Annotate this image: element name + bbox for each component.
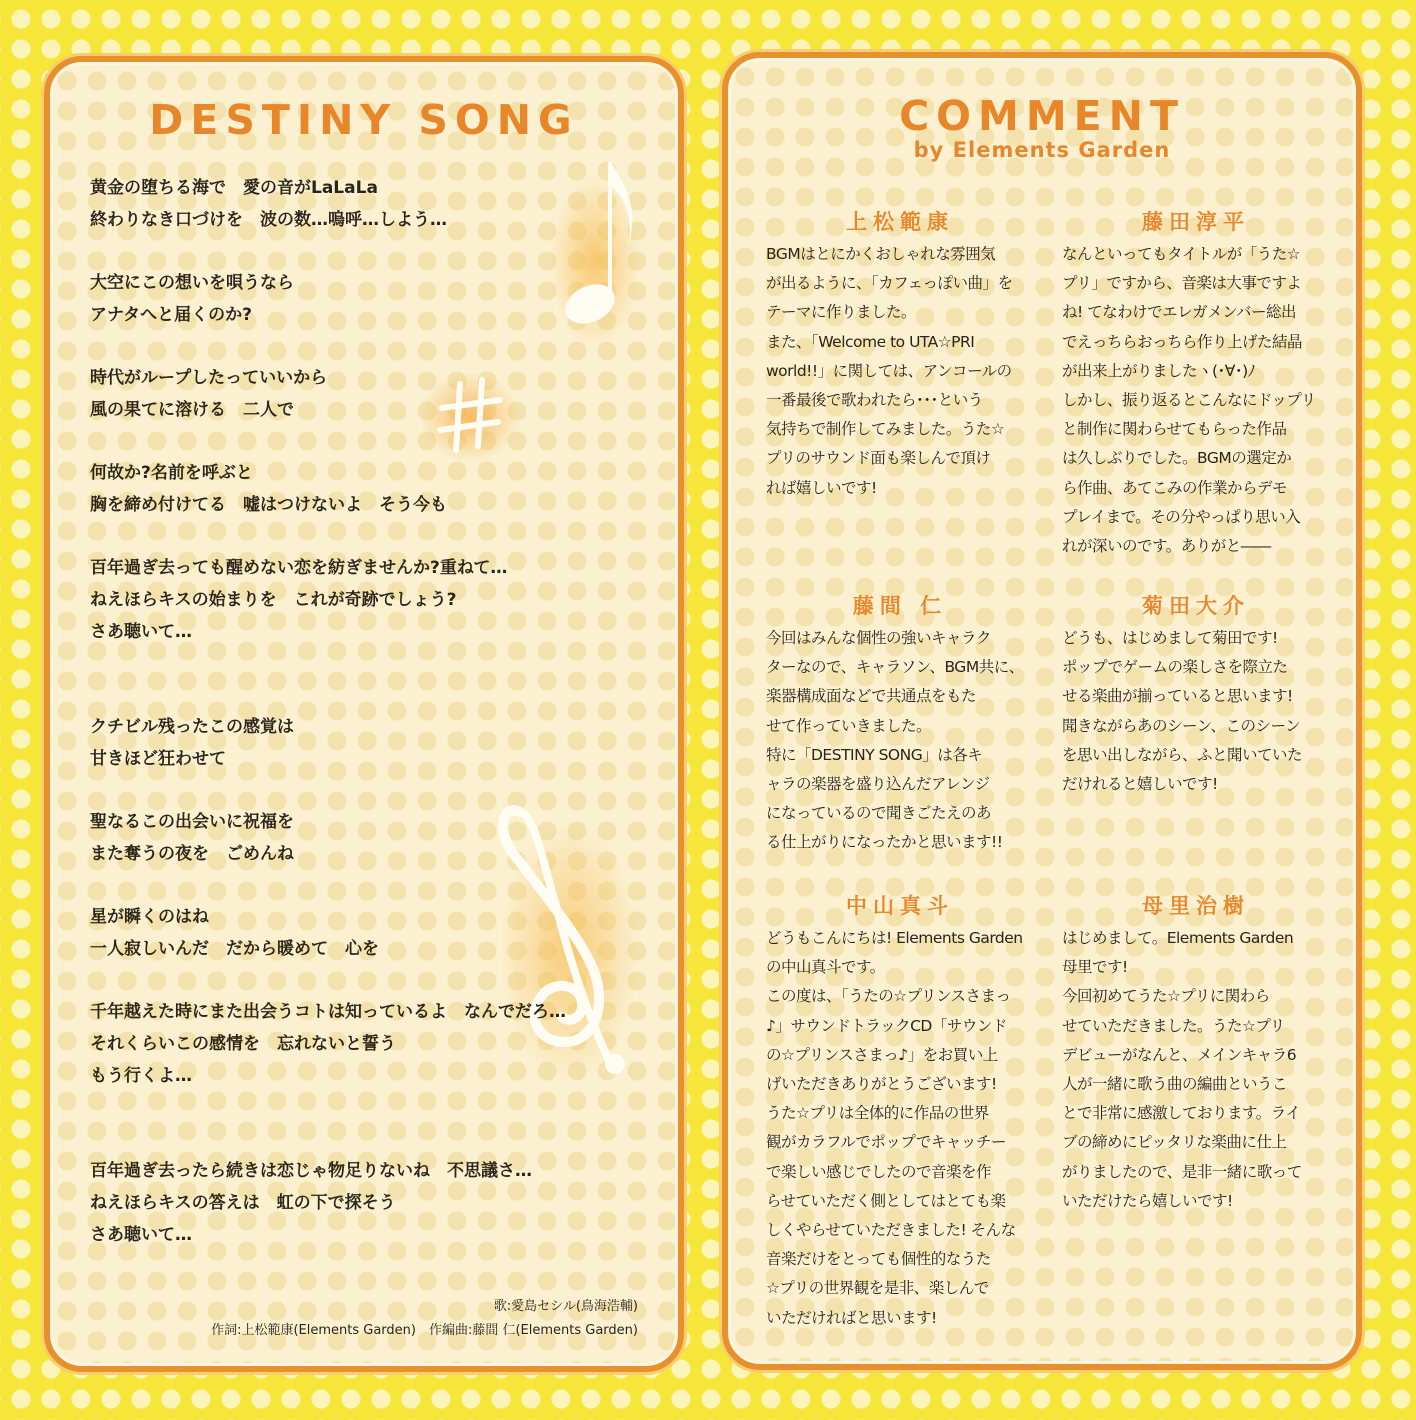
comment-line: ☆プリの世界観を是非、楽しんで: [766, 1279, 989, 1298]
lyric-line: 甘きほど狂わせて: [90, 749, 226, 769]
comment-line: 楽器構成面などで共通点をもた: [766, 687, 977, 706]
comment-line: BGMはとにかくおしゃれな雰囲気: [766, 245, 996, 263]
comment-line: また、「Welcome to UTA☆PRI: [766, 332, 975, 351]
comment-line: いただければと思います!: [766, 1308, 937, 1327]
comment-line: ポップでゲームの楽しさを際立た: [1062, 658, 1288, 677]
lyrics-stanza: [90, 552, 670, 648]
comment-line: の中山真斗です。: [766, 958, 885, 977]
comment-line: る仕上がりになったかと思います!!: [766, 833, 1003, 852]
comment-line: ブの締めにピッタリな楽曲に仕上: [1062, 1133, 1287, 1152]
comment-line: せて作っていきました。: [766, 716, 932, 735]
comment-line: ♪」サウンドトラックCD「サウンド: [766, 1016, 1007, 1035]
comment-line: 今回初めてうた☆プリに関わら: [1062, 987, 1270, 1006]
lyrics-stanza: [90, 457, 670, 521]
comment-line: だけれると嬉しいです!: [1062, 775, 1218, 794]
lyric-line: 大空にこの想いを唄うなら: [90, 273, 294, 293]
comment-line: を思い出しながら、ふと聞いていた: [1062, 745, 1303, 764]
comment-line: 母里です!: [1062, 958, 1128, 977]
lyric-line: もう行くよ…: [90, 1066, 192, 1086]
comment-line: 今回はみんな個性の強いキャラク: [766, 629, 992, 647]
comment-line: が出来上がりましたヽ(･∀･)ﾉ: [1062, 361, 1255, 380]
lyric-line: ねえほらキスの答えは 虹の下で探そう: [90, 1193, 396, 1213]
comment-line: プリのサウンド面も楽しんで頂け: [766, 449, 991, 468]
comment-entry: [1062, 206, 1330, 561]
comment-author: 中山真斗: [846, 894, 954, 918]
lyric-line: 時代がループしたっていいから: [90, 368, 328, 388]
comment-line: ね! てなわけでエレガメンバー総出: [1062, 303, 1297, 322]
comment-line: せていただきました。うた☆プリ: [1062, 1016, 1285, 1035]
comment-line: world!!」に関しては、アンコールの: [766, 361, 1012, 380]
lyric-line: 風の果てに溶ける 二人で: [90, 400, 294, 420]
comment-line: なんといってもタイトルが「うた☆: [1062, 245, 1301, 263]
comment-text: [766, 624, 1034, 858]
lyrics-stanza: [90, 806, 670, 870]
credit-singer: 歌:愛島セシル(鳥海浩輔): [493, 1299, 638, 1314]
lyric-line: 一人寂しいんだ だから暖めて 心を: [90, 939, 379, 959]
comment-line: が出るように、「カフェっぽい曲」を: [766, 274, 1013, 293]
comment-line: 人が一緒に歌う曲の編曲というこ: [1062, 1075, 1288, 1094]
lyric-line: 聖なるこの出会いに祝福を: [90, 812, 294, 832]
comment-line: テーマに作りました。: [766, 303, 917, 322]
comment-text: [766, 924, 1034, 1333]
comment-text: [1062, 624, 1330, 799]
comment-line: 聞きながらあのシーン、このシーン: [1062, 716, 1301, 735]
comment-line: で楽しい感じでしたので音楽を作: [766, 1162, 992, 1181]
lyric-line: 千年越えた時にまた出会うコトは知っているよ なんでだろ…: [90, 1002, 566, 1022]
comment-line: と制作に関わらせてもらった作品: [1062, 420, 1287, 439]
credit-writers: 作詞:上松範康(Elements Garden) 作編曲:藤間 仁(Elements Garden): [211, 1323, 638, 1338]
lyric-line: 何故か?名前を呼ぶと: [90, 463, 253, 483]
lyric-line: さあ聴いて…: [90, 622, 192, 642]
comment-line: この度は、「うたの☆プリンスさまっ: [766, 987, 1011, 1006]
comment-line: どうも、はじめまして菊田です!: [1062, 629, 1278, 647]
lyric-line: さあ聴いて…: [90, 1225, 192, 1245]
comment-line: 一番最後で歌われたら･･･という: [766, 391, 983, 410]
lyric-line: 終わりなき口づけを 波の数…嗚呼…しよう…: [90, 210, 447, 230]
comment-line: の☆プリンスさまっ♪」をお買い上: [766, 1045, 998, 1064]
lyric-line: また奪うの夜を ごめんね: [90, 844, 294, 864]
comment-line: 特に「DESTINY SONG」は各キ: [766, 745, 983, 764]
lyrics-body: [90, 172, 670, 1282]
comment-line: どうもこんにちは! Elements Garden: [766, 929, 1023, 947]
lyric-line: 星が瞬くのはね: [90, 907, 209, 927]
lyric-line: 百年過ぎ去ったら続きは恋じゃ物足りないね 不思議さ…: [90, 1161, 532, 1181]
lyric-line: クチビル残ったこの感覚は: [90, 717, 294, 737]
song-title: DESTINY SONG: [149, 96, 579, 144]
lyrics-stanza: [90, 996, 670, 1092]
comment-text: [1062, 924, 1330, 1216]
comment-author: 藤田淳平: [1142, 210, 1250, 234]
comment-subtitle: by Elements Garden: [913, 138, 1171, 162]
comment-entry: [766, 206, 1034, 503]
lyrics-panel: [44, 56, 684, 1372]
lyrics-stanza: [90, 267, 670, 331]
comment-line: れば嬉しいです!: [766, 478, 877, 497]
comment-line: 観がカラフルでポップでキャッチー: [766, 1133, 1006, 1152]
comment-line: がりましたので、是非一緒に歌って: [1062, 1162, 1302, 1181]
lyric-line: 黄金の堕ちる海で 愛の音がLaLaLa: [90, 178, 378, 198]
comment-author: 菊田大介: [1142, 594, 1250, 618]
lyrics-stanza: [90, 711, 670, 775]
comment-line: しくやらせていただきました! そんな: [766, 1221, 1016, 1240]
lyrics-stanza: [90, 172, 670, 236]
comment-line: はじめまして。Elements Garden: [1062, 929, 1294, 947]
comment-title: COMMENT: [899, 92, 1185, 140]
comment-line: うた☆プリは全体的に作品の世界: [766, 1104, 989, 1123]
comment-entry: [766, 890, 1034, 1333]
comment-line: ャラの楽器を盛り込んだアレンジ: [766, 775, 990, 794]
lyric-line: アナタへと届くのか?: [90, 305, 253, 325]
comment-text: [766, 240, 1034, 503]
comment-line: になっているので聞きごたえのあ: [766, 804, 992, 823]
comment-line: しかし、振り返るとこんなにドップリ: [1062, 391, 1316, 410]
lyric-line: それくらいこの感情を 忘れないと誓う: [90, 1034, 396, 1054]
comment-author: 母里治樹: [1142, 894, 1250, 918]
comment-line: でえっちらおっちら作り上げた結晶: [1062, 332, 1303, 351]
comment-line: プレイまで。その分やっぱり思い入: [1062, 507, 1301, 526]
lyric-line: ねえほらキスの始まりを これが奇跡でしょう?: [90, 590, 457, 610]
comment-entry: [1062, 890, 1330, 1216]
comment-line: 気持ちで制作してみました。うた☆: [766, 420, 1005, 439]
comment-entry: [1062, 590, 1330, 799]
lyric-line: 百年過ぎ去っても醒めない恋を紡ぎませんか?重ねて…: [90, 558, 508, 578]
comment-line: げいただきありがとうございます!: [766, 1075, 997, 1094]
comment-line: は久しぶりでした。BGMの選定か: [1062, 449, 1292, 468]
comment-line: とで非常に感激しております。ライ: [1062, 1104, 1301, 1123]
comment-author: 上松範康: [846, 210, 954, 234]
lyric-line: 胸を締め付けてる 嘘はつけないよ そう今も: [90, 495, 447, 515]
comment-entry: [766, 590, 1034, 858]
comment-panel: [722, 52, 1362, 1370]
comment-line: いただけたら嬉しいです!: [1062, 1191, 1233, 1210]
comment-author: 藤間 仁: [852, 594, 948, 618]
comment-line: デビューがなんと、メインキャラ6: [1062, 1045, 1297, 1064]
lyrics-stanza: [90, 901, 670, 965]
comment-line: らせていただく側としてはとても楽: [766, 1191, 1006, 1210]
comment-line: せる楽曲が揃っていると思います!: [1062, 687, 1293, 706]
comment-text: [1062, 240, 1330, 561]
comment-line: れが深いのです。ありがと――: [1062, 537, 1271, 556]
comment-line: ターなので、キャラソン、BGM共に、: [766, 658, 1024, 677]
comment-line: プリ」ですから、音楽は大事ですよ: [1062, 274, 1302, 293]
lyrics-stanza: [90, 362, 670, 426]
comment-line: 音楽だけをとっても個性的なうた: [766, 1250, 991, 1269]
comment-line: ら作曲、あてこみの作業からデモ: [1062, 478, 1288, 497]
lyrics-stanza: [90, 1155, 670, 1251]
